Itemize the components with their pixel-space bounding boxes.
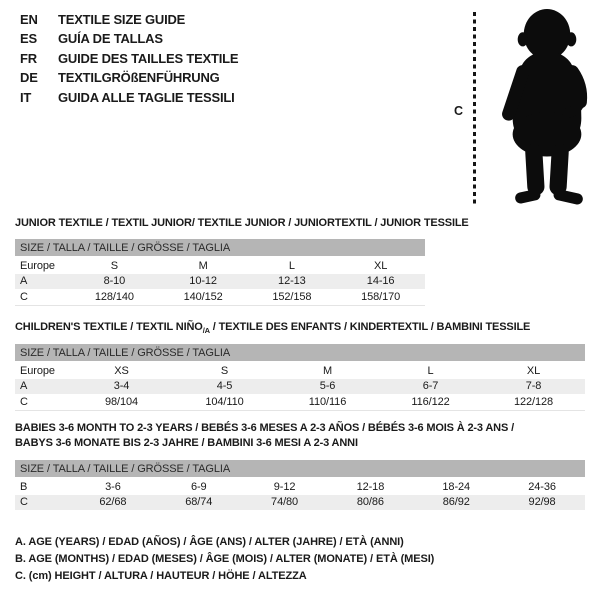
table-row-age: [15, 274, 425, 290]
table-row-age: [15, 379, 585, 395]
row-label: C: [15, 394, 70, 410]
cell: 86/92: [413, 495, 499, 511]
children-title-subscript: /A: [202, 326, 210, 336]
cell: 24-36: [528, 480, 556, 493]
language-title: TEXTILGRÖßENFÜHRUNG: [58, 70, 220, 86]
cell: 104/110: [173, 394, 276, 410]
baby-silhouette-icon: [492, 5, 600, 207]
language-row-en: [20, 10, 238, 29]
language-code: ES: [20, 31, 37, 47]
table-row-europe: [15, 257, 425, 274]
cell: 116/122: [379, 394, 482, 410]
size-header-row: [15, 460, 585, 478]
height-dotted-line: [473, 12, 476, 205]
babies-size-table: [15, 460, 585, 510]
babies-section-title: [15, 421, 515, 450]
size-header-row: [15, 239, 425, 257]
size-header-bar: SIZE / TALLA / TAILLE / GRÖSSE / TAGLIA: [15, 344, 585, 362]
cell: 12-13: [248, 274, 337, 290]
size-header-bar: SIZE / TALLA / TAILLE / GRÖSSE / TAGLIA: [15, 460, 585, 478]
size-header-bar: SIZE / TALLA / TAILLE / GRÖSSE / TAGLIA: [15, 239, 425, 257]
children-section-title: [15, 320, 530, 339]
cell: 128/140: [70, 289, 159, 305]
footnote-a: A. AGE (YEARS) / EDAD (AÑOS) / ÂGE (ANS) / ALTER (JAHRE) / ETÀ (ANNI): [15, 536, 404, 548]
cell: 62/68: [70, 495, 156, 511]
table-row-months: [15, 478, 585, 495]
cell: 5-6: [276, 379, 379, 395]
row-label: Europe: [20, 364, 55, 377]
language-row-de: [20, 68, 238, 87]
language-title: GUIDA ALLE TAGLIE TESSILI: [58, 89, 235, 105]
junior-section-title: JUNIOR TEXTILE / TEXTIL JUNIOR/ TEXTILE JUNIOR / JUNIORTEXTIL / JUNIOR TESSILE: [15, 217, 469, 229]
cell: 6-9: [190, 480, 207, 493]
cell: L: [427, 364, 434, 377]
height-measure-label: C: [454, 104, 464, 118]
cell: XS: [114, 364, 129, 377]
language-code: IT: [20, 89, 32, 105]
table-row-europe: [15, 362, 585, 379]
language-title: TEXTILE SIZE GUIDE: [58, 12, 186, 27]
cell: 152/158: [248, 289, 337, 305]
cell: 9-12: [273, 480, 296, 493]
language-title-list: [20, 10, 238, 107]
cell: S: [110, 259, 118, 272]
cell: M: [322, 364, 333, 377]
cell: M: [198, 259, 208, 272]
language-title: GUIDE DES TAILLES TEXTILE: [58, 50, 239, 66]
cell: 6-7: [379, 379, 482, 395]
row-label: A: [15, 274, 70, 290]
babies-title-line1: BABIES 3-6 MONTH TO 2-3 YEARS / BEBÉS 3-6 MESES A 2-3 AÑOS / BÉBÉS 3-6 MOIS À 2-3 ANS /: [15, 422, 514, 434]
cell: 110/116: [276, 394, 379, 410]
footnote-legend: [15, 534, 434, 585]
language-row-fr: [20, 49, 238, 68]
cell: 4-5: [173, 379, 276, 395]
table-row-height: [15, 394, 585, 410]
cell: 98/104: [70, 394, 173, 410]
cell: 18-24: [442, 480, 471, 493]
cell: 14-16: [336, 274, 425, 290]
cell: 12-18: [356, 480, 385, 493]
cell: 10-12: [159, 274, 248, 290]
cell: 7-8: [482, 379, 585, 395]
cell: 68/74: [156, 495, 242, 511]
footnote-b: B. AGE (MONTHS) / EDAD (MESES) / ÂGE (MOIS) / ALTER (MONATE) / ETÀ (MESI): [15, 553, 435, 565]
row-label: C: [15, 289, 70, 305]
cell: L: [288, 259, 295, 272]
cell: 8-10: [70, 274, 159, 290]
cell: 122/128: [482, 394, 585, 410]
language-code: EN: [20, 12, 38, 27]
children-title-suffix: / TEXTILE DES ENFANTS / KINDERTEXTIL / BAMBINI TESSILE: [209, 321, 531, 333]
footnote-c: C. (cm) HEIGHT / ALTURA / HAUTEUR / HÖHE / ALTEZZA: [15, 570, 307, 582]
row-label: A: [15, 379, 70, 395]
babies-title-line2: BABYS 3-6 MONATE BIS 2-3 JAHRE / BAMBINI 3-6 MESI A 2-3 ANNI: [15, 436, 358, 449]
row-label: B: [20, 480, 28, 493]
children-title-prefix: CHILDREN'S TEXTILE / TEXTIL NIÑO: [15, 321, 203, 333]
row-label: Europe: [20, 259, 55, 272]
size-header-row: [15, 344, 585, 362]
cell: 74/80: [242, 495, 328, 511]
table-row-height: [15, 495, 585, 511]
row-label: C: [15, 495, 70, 511]
cell: S: [220, 364, 229, 377]
cell: 140/152: [159, 289, 248, 305]
cell: 3-4: [70, 379, 173, 395]
language-row-it: [20, 88, 238, 107]
language-code: FR: [20, 50, 37, 66]
cell: 92/98: [499, 495, 585, 511]
children-size-table: [15, 344, 585, 411]
junior-size-table: [15, 239, 425, 306]
language-code: DE: [20, 70, 38, 86]
cell: 80/86: [327, 495, 413, 511]
table-row-height: [15, 289, 425, 305]
cell: 158/170: [336, 289, 425, 305]
cell: XL: [373, 259, 388, 272]
language-row-es: [20, 29, 238, 48]
language-title: GUÍA DE TALLAS: [58, 31, 163, 47]
cell: XL: [526, 364, 541, 377]
cell: 3-6: [105, 480, 121, 493]
